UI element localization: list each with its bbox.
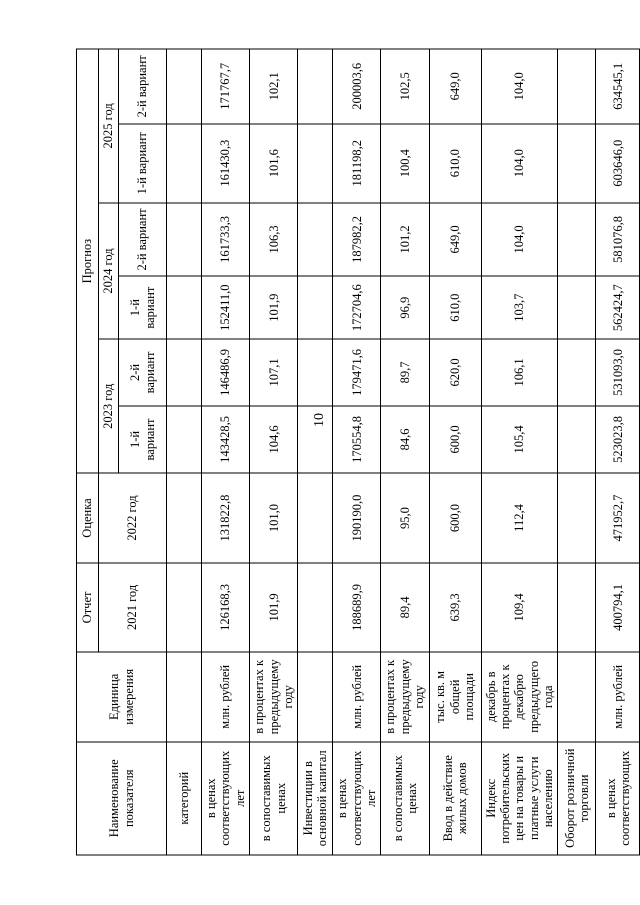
value-cell: 100,4 (381, 124, 429, 203)
header-report: Отчет (77, 563, 99, 652)
value-cell: 620,0 (429, 339, 481, 405)
value-cell: 179471,6 (333, 339, 381, 405)
table-row (202, 49, 250, 855)
value-cell: 161733,3 (202, 203, 250, 276)
row-unit: декабрь в процентах к декабрю предыдущего года (481, 652, 558, 741)
value-cell (298, 203, 333, 276)
header-2023: 2023 год (99, 339, 119, 473)
value-cell: 161430,3 (202, 124, 250, 203)
value-cell: 146486,9 (202, 339, 250, 405)
value-cell: 89,4 (381, 563, 429, 652)
row-label: в сопоставимых ценах (250, 742, 298, 855)
value-cell (298, 276, 333, 339)
row-unit: млн. рублей (202, 652, 250, 741)
value-cell: 187982,2 (333, 203, 381, 276)
value-cell: 649,0 (429, 49, 481, 124)
value-cell: 126168,3 (202, 563, 250, 652)
value-cell: 172704,6 (333, 276, 381, 339)
value-cell (558, 339, 596, 405)
value-cell: 105,4 (481, 406, 558, 474)
value-cell: 106,1 (481, 339, 558, 405)
value-cell (167, 473, 202, 562)
value-cell: 610,0 (429, 124, 481, 203)
value-cell: 104,0 (481, 124, 558, 203)
header-row-1 (77, 49, 99, 855)
value-cell (167, 339, 202, 405)
value-cell: 106,3 (250, 203, 298, 276)
page-number: 10 (312, 413, 327, 427)
table-row (250, 49, 298, 855)
value-cell (558, 276, 596, 339)
row-unit: в процентах к предыдущему году (250, 652, 298, 741)
value-cell: 101,9 (250, 276, 298, 339)
row-label: в ценах соответствующих лет (202, 742, 250, 855)
row-label: Индекс потребительских цен на товары и платные услуги населению (481, 742, 558, 855)
value-cell: 131822,8 (202, 473, 250, 562)
table-row (481, 49, 558, 855)
value-cell: 102,1 (250, 49, 298, 124)
value-cell: 610,0 (429, 276, 481, 339)
forecast-table (76, 49, 640, 856)
value-cell: 400794,1 (596, 563, 640, 652)
table-row (596, 49, 640, 855)
value-cell: 152411,0 (202, 276, 250, 339)
value-cell (167, 124, 202, 203)
value-cell (298, 406, 333, 474)
row-unit: тыс. кв. м общей площади (429, 652, 481, 741)
row-label: Оборот розничной торговли (558, 742, 596, 855)
value-cell: 89,7 (381, 339, 429, 405)
value-cell: 562424,7 (596, 276, 640, 339)
header-2022: 2022 год (99, 473, 167, 562)
header-2025-v1: 1-й вариант (119, 124, 167, 203)
table-row (298, 49, 333, 855)
value-cell: 603646,0 (596, 124, 640, 203)
value-cell (167, 563, 202, 652)
value-cell (558, 406, 596, 474)
value-cell: 171767,7 (202, 49, 250, 124)
value-cell (298, 49, 333, 124)
rotated-table-wrapper (76, 49, 632, 856)
header-2025: 2025 год (99, 49, 119, 203)
value-cell: 103,7 (481, 276, 558, 339)
value-cell: 531093,0 (596, 339, 640, 405)
value-cell (298, 124, 333, 203)
value-cell (298, 563, 333, 652)
row-unit (558, 652, 596, 741)
value-cell: 634545,1 (596, 49, 640, 124)
row-label: категорий (167, 742, 202, 855)
value-cell (558, 563, 596, 652)
value-cell: 84,6 (381, 406, 429, 474)
table-row (333, 49, 381, 855)
value-cell: 109,4 (481, 563, 558, 652)
row-unit (167, 652, 202, 741)
value-cell: 523023,8 (596, 406, 640, 474)
value-cell: 104,0 (481, 49, 558, 124)
header-estimate: Оценка (77, 473, 99, 562)
row-label: в ценах соответствующих (596, 742, 640, 855)
value-cell: 188689,9 (333, 563, 381, 652)
value-cell: 639,3 (429, 563, 481, 652)
value-cell: 190190,0 (333, 473, 381, 562)
header-2024: 2024 год (99, 203, 119, 339)
value-cell: 143428,5 (202, 406, 250, 474)
table-row (381, 49, 429, 855)
table-row (558, 49, 596, 855)
table-row (167, 49, 202, 855)
value-cell (167, 203, 202, 276)
value-cell: 600,0 (429, 473, 481, 562)
value-cell (558, 49, 596, 124)
value-cell: 96,9 (381, 276, 429, 339)
row-label: Инвестиции в основной капитал (298, 742, 333, 855)
header-forecast: Прогноз (77, 49, 99, 473)
value-cell (558, 124, 596, 203)
value-cell (167, 276, 202, 339)
header-2021: 2021 год (99, 563, 167, 652)
value-cell: 95,0 (381, 473, 429, 562)
row-unit (298, 652, 333, 741)
value-cell: 181198,2 (333, 124, 381, 203)
row-unit: млн. рублей (333, 652, 381, 741)
value-cell (167, 49, 202, 124)
row-unit: млн. рублей (596, 652, 640, 741)
value-cell (558, 203, 596, 276)
header-2023-v1: 1-й вариант (119, 406, 167, 474)
value-cell: 101,0 (250, 473, 298, 562)
row-unit: в процентах к предыдущему году (381, 652, 429, 741)
value-cell: 102,5 (381, 49, 429, 124)
value-cell: 101,6 (250, 124, 298, 203)
value-cell: 471952,7 (596, 473, 640, 562)
header-2024-v2: 2-й вариант (119, 203, 167, 276)
value-cell: 101,9 (250, 563, 298, 652)
header-2023-v2: 2-й вариант (119, 339, 167, 405)
value-cell: 104,6 (250, 406, 298, 474)
table-body (77, 49, 640, 855)
row-label: в сопоставимых ценах (381, 742, 429, 855)
value-cell: 170554,8 (333, 406, 381, 474)
value-cell: 112,4 (481, 473, 558, 562)
value-cell: 600,0 (429, 406, 481, 474)
row-label: в ценах соответствующих лет (333, 742, 381, 855)
value-cell: 200003,6 (333, 49, 381, 124)
header-2025-v2: 2-й вариант (119, 49, 167, 124)
row-label: Ввод в действие жилых домов (429, 742, 481, 855)
table-row (429, 49, 481, 855)
value-cell: 104,0 (481, 203, 558, 276)
value-cell (167, 406, 202, 474)
value-cell: 649,0 (429, 203, 481, 276)
value-cell (558, 473, 596, 562)
header-2024-v1: 1-й вариант (119, 276, 167, 339)
value-cell: 581076,8 (596, 203, 640, 276)
value-cell: 101,2 (381, 203, 429, 276)
value-cell: 107,1 (250, 339, 298, 405)
value-cell (298, 473, 333, 562)
header-unit: Единица измерения (77, 652, 167, 741)
header-name: Наименование показателя (77, 742, 167, 855)
value-cell (298, 339, 333, 405)
